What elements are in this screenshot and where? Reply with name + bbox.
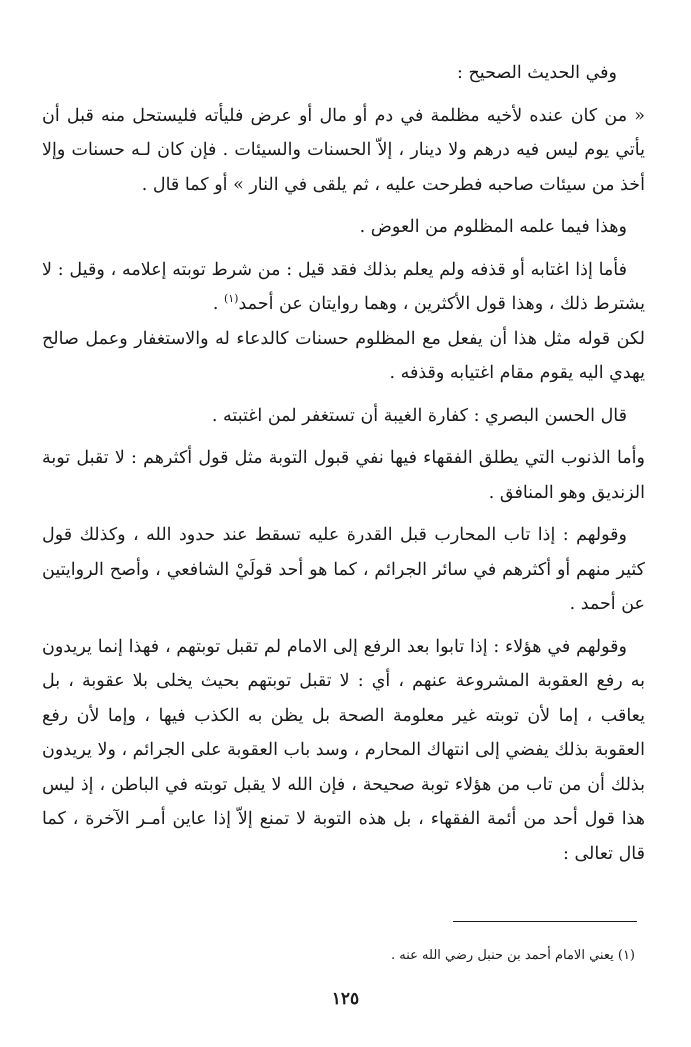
- paragraph-with-footnote: فأما إذا اغتابه أو قذفه ولم يعلم بذلك فقد قيل : من شرط توبته إعلامه ، وقيل : لا يشترط ذلك ، وهذا قول الأكثرين ، وهما روايتان عن أحمد$^{(١)}$ .: [42, 259, 645, 314]
- paragraph-text: فأما إذا اغتابه أو قذفه ولم يعلم بذلك فقد قيل : من شرط توبته إعلامه ، وقيل : لا يشترط ذلك ، وهذا قول الأكثرين ، وهما روايتان عن أحمد: [42, 259, 645, 314]
- paragraph: وفي الحديث الصحيح :: [457, 63, 617, 83]
- page-number: ١٢٥: [331, 989, 360, 1009]
- paragraph: لكن قوله مثل هذا أن يفعل مع المظلوم حسنات كالدعاء له والاستغفار وعمل صالح يهدي اليه يقوم مقام اغتيابه وقذفه .: [42, 328, 645, 383]
- hadith-quote-paragraph: « من كان عنده لأخيه مظلمة في دم أو مال أو عرض فليأته فليستحل منه قبل أن يأتي يوم ليس فيه درهم ولا دينار ، إلاّ الحسنات والسيئات . فإن كان لـه حسنات وإلا أخذ من سيئات صاحبه فطرحت عليه ، ثم يلقى في النار » أو كما قال .: [42, 105, 645, 195]
- paragraph: وأما الذنوب التي يطلق الفقهاء فيها نفي قبول التوبة مثل قول أكثرهم : لا تقبل توبة الزنديق وهو المنافق .: [42, 448, 645, 503]
- paragraph: وقولهم : إذا تاب المحارب قبل القدرة عليه تسقط عند حدود الله ، وكذلك قول كثير منهم أو أكثرهم في سائر الجرائم ، كما هو أحد قولَيْ الشافعي ، وأصح الروايتين عن أحمد .: [42, 525, 645, 614]
- footnote-divider: [453, 921, 637, 922]
- paragraph: وهذا فيما علمه المظلوم من العوض .: [359, 217, 627, 237]
- main-text: [42, 56, 645, 871]
- footnote: (١) يعني الامام أحمد بن حنبل رضي الله عنه .: [391, 948, 635, 963]
- footnote-marker: (١): [223, 292, 239, 306]
- paragraph: وقولهم في هؤلاء : إذا تابوا بعد الرفع إلى الامام لم تقبل توبتهم ، فهذا إنما يريدون به رفع العقوبة المشروعة عنهم ، أي : لا تقبل توبتهم بحيث يخلى بلا عقوبة ، بل يعاقب ، إما لأن توبته غير معلومة الصحة بل يظن به الكذب فيها ، وإما لأن رفع العقوبة بذلك يفضي إلى انتهاك المحارم ، وسد باب العقوبة على الجرائم ، ولا يريدون بذلك أن من تاب من هؤلاء توبة صحيحة ، فإن الله لا يقبل توبته في الباطن ، إذ ليس هذا قول أحد من أئمة الفقهاء ، بل هذه التوبة لا تمنع إلاّ إذا عاين أمـر الآخرة ، كما قال تعالى :: [42, 636, 645, 864]
- paragraph: قال الحسن البصري : كفارة الغيبة أن تستغفر لمن اغتبته .: [211, 405, 627, 426]
